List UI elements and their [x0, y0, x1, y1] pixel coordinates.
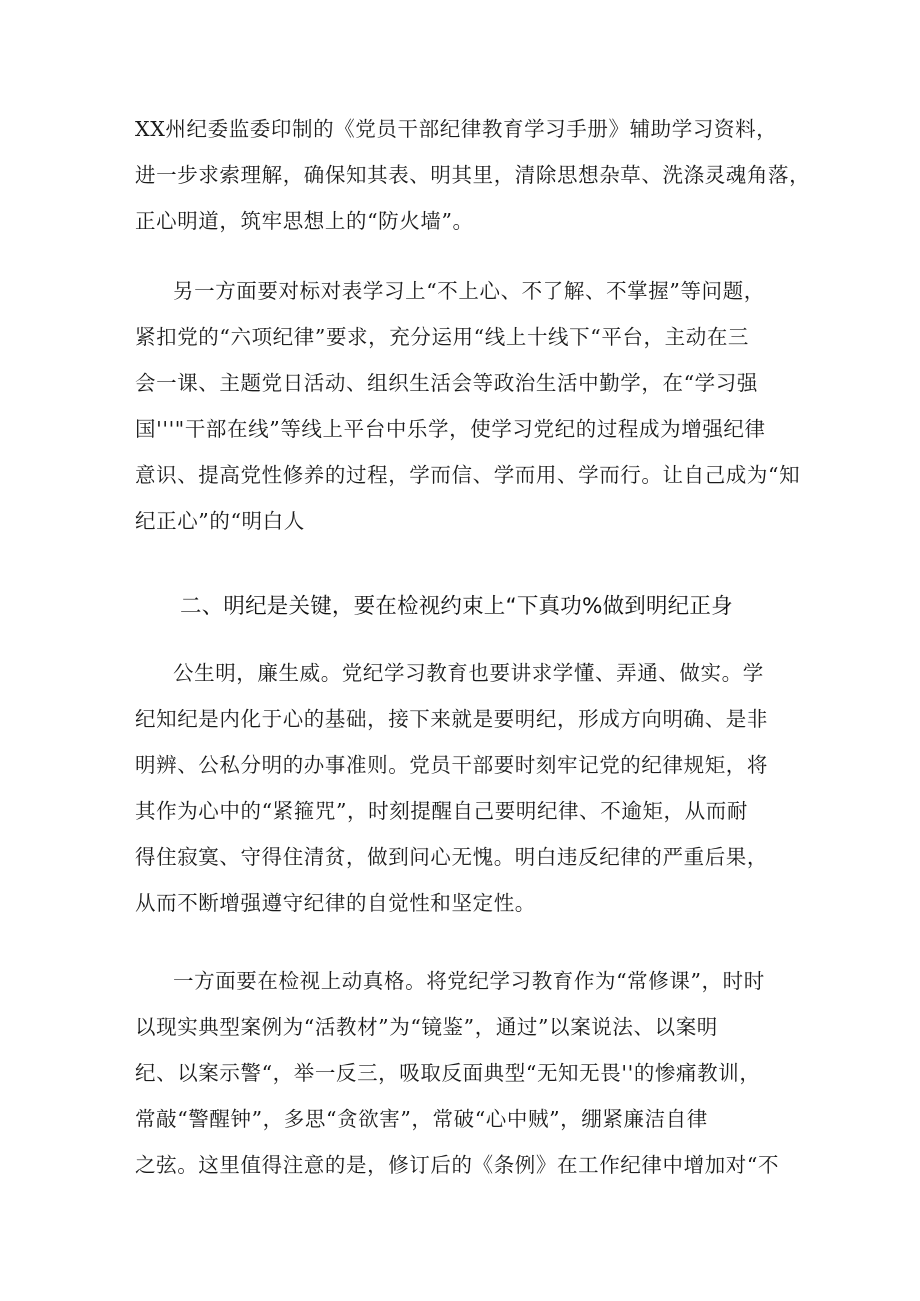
paragraph-2-line-6: 纪正心”的“明白人	[135, 509, 305, 533]
paragraph-1	[135, 106, 811, 244]
paragraph-3-line-4: 其作为心中的“紧箍咒”，时刻提醒自己要明纪律、不逾矩，从而耐	[135, 799, 748, 823]
paragraph-3-line-6: 从而不断增强遵守纪律的自觉性和坚定性。	[135, 891, 536, 915]
paragraph-4-line-5: 之弦。这里值得注意的是，修订后的《条例》在工作纪律中增加对“不	[135, 1153, 780, 1177]
paragraph-3-line-5: 得住寂寞、守得住清贫，做到问心无愧。明白违反纪律的严重后果，	[135, 845, 768, 869]
paragraph-1-line-1: XX州纪委监委印制的《党员干部纪律教育学习手册》辅助学习资料，	[135, 117, 778, 141]
paragraph-1-line-3: 正心明道，筑牢思想上的“防火墙”。	[135, 209, 474, 233]
section-heading: 二、明纪是关键，要在检视约束上“下真功%做到明纪正身	[180, 594, 733, 619]
paragraph-4	[135, 958, 795, 1188]
paragraph-2-line-4: 国'''"干部在线”等线上平台中乐学，使学习党纪的过程成为增强纪律	[135, 417, 766, 441]
paragraph-4-line-2: 以现实典型案例为“活教材”为“镜鉴”，通过”以案说法、以案明	[135, 1015, 718, 1039]
paragraph-3-line-3: 明辨、公私分明的办事准则。党员干部要时刻牢记党的纪律规矩，将	[135, 753, 768, 777]
paragraph-4-line-3: 纪、以案示警“，举一反三，吸取反面典型“无知无畏''的惨痛教训，	[135, 1061, 761, 1085]
paragraph-2-line-5: 意识、提高党性修养的过程，学而信、学而用、学而行。让自己成为“知	[135, 463, 801, 487]
paragraph-3-line-2: 纪知纪是内化于心的基础，接下来就是要明纪，形成方向明确、是非	[135, 707, 768, 731]
paragraph-4-line-4: 常敲“警醒钟”，多思“贪欲害”，常破“心中贼”，绷紧廉洁自律	[135, 1107, 708, 1131]
paragraph-4-line-1: 一方面要在检视上动真格。将党纪学习教育作为“常修课”，时时	[173, 969, 765, 993]
paragraph-2	[135, 268, 801, 544]
paragraph-2-line-3: 会一课、主题党日活动、组织生活会等政治生活中勤学，在“学习强	[135, 371, 758, 395]
paragraph-3-line-1: 公生明，廉生威。党纪学习教育也要讲求学懂、弄通、做实。学	[173, 661, 764, 685]
paragraph-2-line-1: 另一方面要对标对表学习上“不上心、不了解、不掌握”等问题，	[173, 279, 765, 303]
paragraph-2-line-2: 紧扣党的“六项纪律”要求，充分运用“线上十线下“平台，主动在三	[135, 325, 750, 349]
paragraph-3	[135, 650, 795, 926]
paragraph-1-line-2: 进一步求索理解，确保知其表、明其里，清除思想杂草、洗涤灵魂角落，	[135, 163, 811, 187]
